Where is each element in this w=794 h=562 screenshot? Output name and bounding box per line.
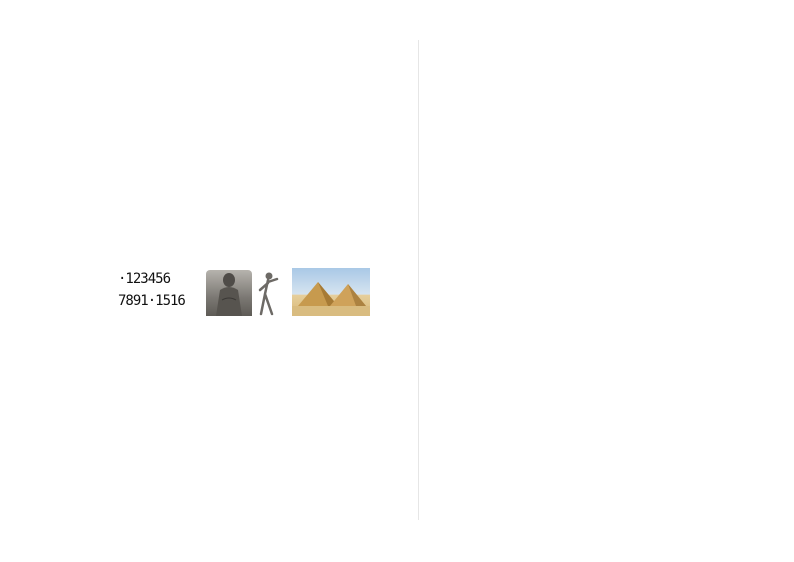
pyramids-image [292, 268, 370, 316]
column-divider [418, 40, 419, 520]
discus-thrower-image [256, 270, 280, 316]
buddha-statue-image [206, 270, 252, 316]
question-1-images [86, 268, 406, 316]
numerals-image: ·123456 7891·1516 [118, 271, 185, 309]
